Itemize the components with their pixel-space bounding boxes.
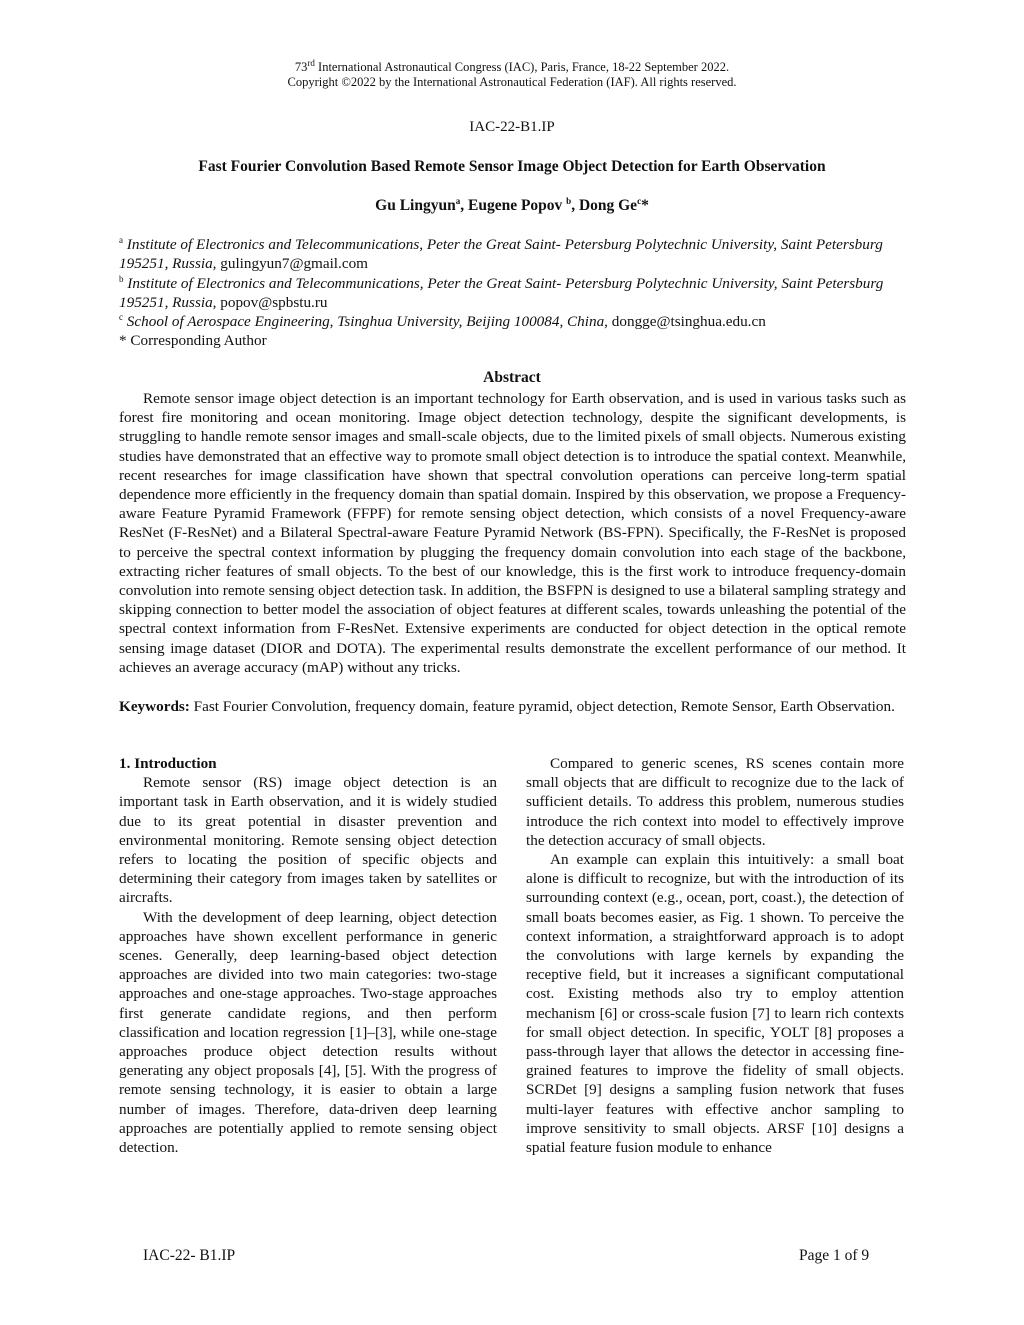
paragraph: With the development of deep learning, object detection approaches have shown excellent performance in generic scenes. Generally, deep learning-based object detection approaches are divided into two main categories: two-stage approaches and one-stage approaches. Two-stage approaches first generate candidate regions, and then perform classification and location regression [1]–[3], while one-stage approaches produce object detection results without generating any object proposals [4], [5]. With the progress of remote sensing technology, it is easier to obtain a large number of images. Therefore, data-driven deep learning approaches are potentially applied to remote sensing object detection. xyxy=(119,908,497,1157)
paper-code: IAC-22-B1.IP xyxy=(469,119,555,135)
paragraph: An example can explain this intuitively: a small boat alone is difficult to recognize, but with the introduction of its surrounding context (e.g., ocean, port, coast.), the detection of small boats becomes easier, as Fig. 1 shown. To perceive the context information, a straightforward approach is to adopt the convolutions with large kernels by expanding the receptive field, but it increases a significant computational cost. Existing methods also try to employ attention mechanism [6] or cross-scale fusion [7] to learn rich contexts for small object detection. In specific, YOLT [8] proposes a pass-through layer that allows the detector in accessing fine-grained features to improve the fidelity of small objects. SCRDet [9] designs a sampling fusion network that fuses multi-layer features with effective anchor sampling to improve sensitivity to small objects. ARSF [10] designs a spatial feature fusion module to enhance xyxy=(526,851,904,1157)
page-number: Page 1 of 9 xyxy=(799,1247,870,1264)
affiliation-b: $^b$ Institute of Electronics and Telecommunications, Peter the Great Saint- Petersburg Polytechnic University, Saint Petersburg 195251, Russia, popov@spbstu.ru xyxy=(119,273,884,312)
author-list: Gu Lingyun$^a$, Eugene Popov $^b$, Dong Ge$^c$* xyxy=(375,195,649,214)
paragraph: Compared to generic scenes, RS scenes contain more small objects that are difficult to recognize due to the lack of sufficient details. To address this problem, numerous studies introduce the rich context into model to effectively improve the detection accuracy of small objects. xyxy=(526,755,904,849)
right-column xyxy=(526,754,904,1157)
author-name: Eugene Popov xyxy=(467,197,567,214)
keywords-text: Fast Fourier Convolution, frequency domain, feature pyramid, object detection, Remote Sensor, Earth Observation. xyxy=(189,698,895,715)
author-mark: b xyxy=(566,195,572,206)
paragraph: Remote sensor (RS) image object detection is an important task in Earth observation, and it is widely studied due to its great potential in disaster prevention and environmental monitoring. Remote sensing object detection refers to locating the position of specific objects and determining their category from images taken by satellites or aircrafts. xyxy=(119,774,497,907)
keywords xyxy=(119,697,906,716)
keywords-label: Keywords: xyxy=(119,698,190,715)
author-name: Gu Lingyun xyxy=(375,197,456,214)
conference-line: 73rd International Astronautical Congress (IAC), Paris, France, 18-22 September 2022. xyxy=(294,57,730,74)
abstract-heading: Abstract xyxy=(483,369,541,386)
author-mark: c xyxy=(637,195,642,206)
paper-title: Fast Fourier Convolution Based Remote Sensor Image Object Detection for Earth Observation xyxy=(198,158,826,175)
affiliation-a: $^a$ Institute of Electronics and Telecommunications, Peter the Great Saint- Petersburg Polytechnic University, Saint Petersburg 195251, Russia, gulingyun7@gmail.com xyxy=(119,234,883,273)
author-name: Dong Ge xyxy=(578,197,638,214)
left-column xyxy=(119,754,497,1157)
author-mark: a xyxy=(455,195,461,206)
copyright-line: Copyright ©2022 by the International Astronautical Federation (IAF). All rights reserved. xyxy=(287,75,737,89)
footer-code: IAC-22- B1.IP xyxy=(143,1247,236,1264)
section-heading: 1. Introduction xyxy=(119,755,217,772)
corresponding-author: * Corresponding Author xyxy=(119,332,267,349)
abstract-text: Remote sensor image object detection is an important technology for Earth observation, and is used in various tasks such as forest fire monitoring and ocean monitoring. Image object detection technology, despite the significant developments, is struggling to handle remote sensor images and small-scale objects, due to the limited pixels of small objects. Numerous existing studies have demonstrated that an effective way to promote small object detection is to introduce the spatial context. Meanwhile, recent researches for image classification have shown that spectral convolution operations can perceive long-term spatial dependence more efficiently in the frequency domain than spatial domain. Inspired by this observation, we propose a Frequency-aware Feature Pyramid Framework (FFPF) for remote sensing object detection, which consists of a novel Frequency-aware ResNet (F-ResNet) and a Bilateral Spectral-aware Feature Pyramid Network (BS-FPN). Specifically, the F-ResNet is proposed to perceive the spectral context information by plugging the frequency domain convolution into each stage of the backbone, extracting richer features of small objects. To the best of our knowledge, this is the first work to introduce frequency-domain convolution into remote sensing object detection task. In addition, the BSFPN is designed to use a bilateral sampling strategy and skipping connection to better model the association of object features at different scales, towards unleashing the potential of the spectral context information from F-ResNet. Extensive experiments are conducted for object detection in the optical remote sensing image dataset (DIOR and DOTA). The experimental results demonstrate the excellent performance of our method. It achieves an average accuracy (mAP) without any tricks. xyxy=(119,390,906,676)
affiliation-c: $^c$ School of Aerospace Engineering, Tsinghua University, Beijing 100084, China, dongge@tsinghua.edu.cn xyxy=(119,311,766,330)
conference-header xyxy=(0,57,1024,90)
